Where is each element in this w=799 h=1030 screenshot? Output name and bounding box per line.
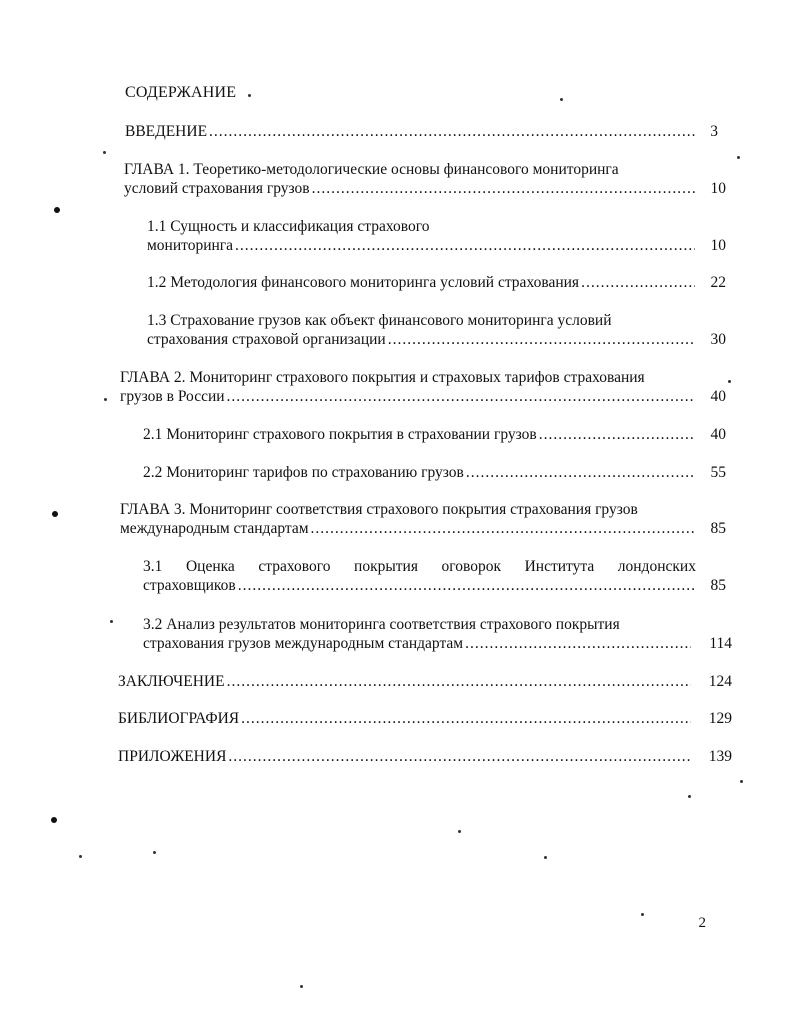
scan-speck <box>153 851 156 854</box>
toc-entry-page: 55 <box>710 464 726 481</box>
toc-entry-label: грузов в России <box>120 388 225 405</box>
toc-entry-page: 30 <box>710 331 726 348</box>
toc-entry-page: 114 <box>709 635 732 652</box>
toc-entry-section-3-2 <box>143 635 693 653</box>
contents-title: СОДЕРЖАНИЕ <box>125 84 237 101</box>
toc-entry-label: условий страхования грузов <box>124 180 310 197</box>
toc-section-3-1-line1 <box>143 558 696 576</box>
toc-entry-page: 129 <box>708 710 732 727</box>
scan-speck <box>458 830 461 833</box>
toc-entry-page: 85 <box>710 520 726 537</box>
toc-entry-page: 22 <box>710 274 726 291</box>
toc-entry-label: страхования страховой организации <box>147 331 386 348</box>
toc-entry-page: 85 <box>710 577 726 594</box>
scan-speck <box>300 985 303 988</box>
toc-entry-chapter-3 <box>120 520 697 538</box>
leader-dots <box>311 520 695 538</box>
scan-speck <box>737 156 740 159</box>
scan-speck <box>688 795 691 798</box>
scan-speck <box>51 817 57 823</box>
toc-entry-page: 139 <box>708 748 732 765</box>
scan-speck <box>641 913 644 916</box>
toc-entry-label: ПРИЛОЖЕНИЯ <box>118 748 227 765</box>
toc-entry-bibliography <box>118 710 693 728</box>
toc-entry-section-1-3 <box>147 331 697 349</box>
toc-entry-label: 2.2 Мониторинг тарифов по страхованию грузов <box>143 464 464 481</box>
toc-entry-page: 124 <box>708 673 732 690</box>
toc-entry-chapter-2 <box>120 388 697 406</box>
leader-dots <box>312 180 695 198</box>
toc-entry-label: международным стандартам <box>120 520 309 537</box>
toc-entry-page: 40 <box>710 426 726 443</box>
toc-entry-label: ВВЕДЕНИЕ <box>125 123 208 140</box>
scan-speck <box>740 780 743 783</box>
toc-entry-appendices <box>118 748 693 766</box>
scan-speck <box>52 511 58 517</box>
toc-chapter-1-line1: ГЛАВА 1. Теоретико-методологические основы финансового мониторинга <box>124 161 619 178</box>
scan-speck <box>103 151 106 154</box>
toc-entry-page: 3 <box>710 123 718 140</box>
word: лондонских <box>617 558 696 575</box>
leader-dots <box>581 274 695 292</box>
toc-entry-section-1-2 <box>147 274 697 292</box>
leader-dots <box>227 673 691 691</box>
leader-dots <box>238 577 695 595</box>
toc-entry-section-3-1 <box>143 577 697 595</box>
toc-entry-label: ЗАКЛЮЧЕНИЕ <box>118 673 225 690</box>
leader-dots <box>228 748 691 766</box>
toc-entry-chapter-1 <box>124 180 697 198</box>
scan-speck <box>248 94 251 97</box>
word: Оценка <box>185 558 235 575</box>
toc-entry-section-2-2 <box>143 464 697 482</box>
page-number: 2 <box>698 915 706 931</box>
toc-entry-label: мониторинга <box>147 237 234 254</box>
word: оговорок <box>441 558 502 575</box>
leader-dots <box>539 426 695 444</box>
word: 3.1 <box>143 558 163 575</box>
leader-dots <box>241 710 691 728</box>
scan-speck <box>728 380 731 383</box>
leader-dots <box>235 237 695 255</box>
word: покрытия <box>354 558 418 575</box>
scan-speck <box>79 855 82 858</box>
leader-dots <box>388 331 695 349</box>
toc-entry-label: 1.2 Методология финансового мониторинга условий страхования <box>147 274 580 291</box>
toc-chapter-2-line1: ГЛАВА 2. Мониторинг страхового покрытия и страховых тарифов страхования <box>120 369 645 386</box>
word: страхового <box>258 558 331 575</box>
toc-entry-label: БИБЛИОГРАФИЯ <box>118 710 240 727</box>
scan-speck <box>54 207 60 213</box>
leader-dots <box>209 123 695 141</box>
leader-dots <box>227 388 695 406</box>
toc-chapter-3-line1: ГЛАВА 3. Мониторинг соответствия страхового покрытия страхования грузов <box>120 501 638 518</box>
toc-entry-section-1-1 <box>147 237 697 255</box>
toc-entry-conclusion <box>118 673 693 691</box>
word: Института <box>524 558 595 575</box>
toc-section-3-2-line1: 3.2 Анализ результатов мониторинга соответствия страхового покрытия <box>143 616 620 633</box>
toc-entry-page: 40 <box>710 388 726 405</box>
toc-section-1-3-line1: 1.3 Страхование грузов как объект финансового мониторинга условий <box>147 312 612 329</box>
scan-speck <box>544 856 547 859</box>
toc-entry-page: 10 <box>710 180 726 197</box>
leader-dots <box>465 635 691 653</box>
leader-dots <box>466 464 695 482</box>
scan-speck <box>110 620 113 623</box>
toc-entry-label: 2.1 Мониторинг страхового покрытия в страховании грузов <box>143 426 537 443</box>
toc-entry-introduction <box>125 123 697 141</box>
toc-entry-section-2-1 <box>143 426 697 444</box>
toc-entry-page: 10 <box>710 237 726 254</box>
scan-speck <box>560 98 563 101</box>
scan-speck <box>104 398 107 401</box>
toc-entry-label: страхования грузов международным стандартам <box>143 635 464 652</box>
toc-entry-label: страховщиков <box>143 577 236 594</box>
toc-section-1-1-line1: 1.1 Сущность и классификация страхового <box>147 218 430 235</box>
